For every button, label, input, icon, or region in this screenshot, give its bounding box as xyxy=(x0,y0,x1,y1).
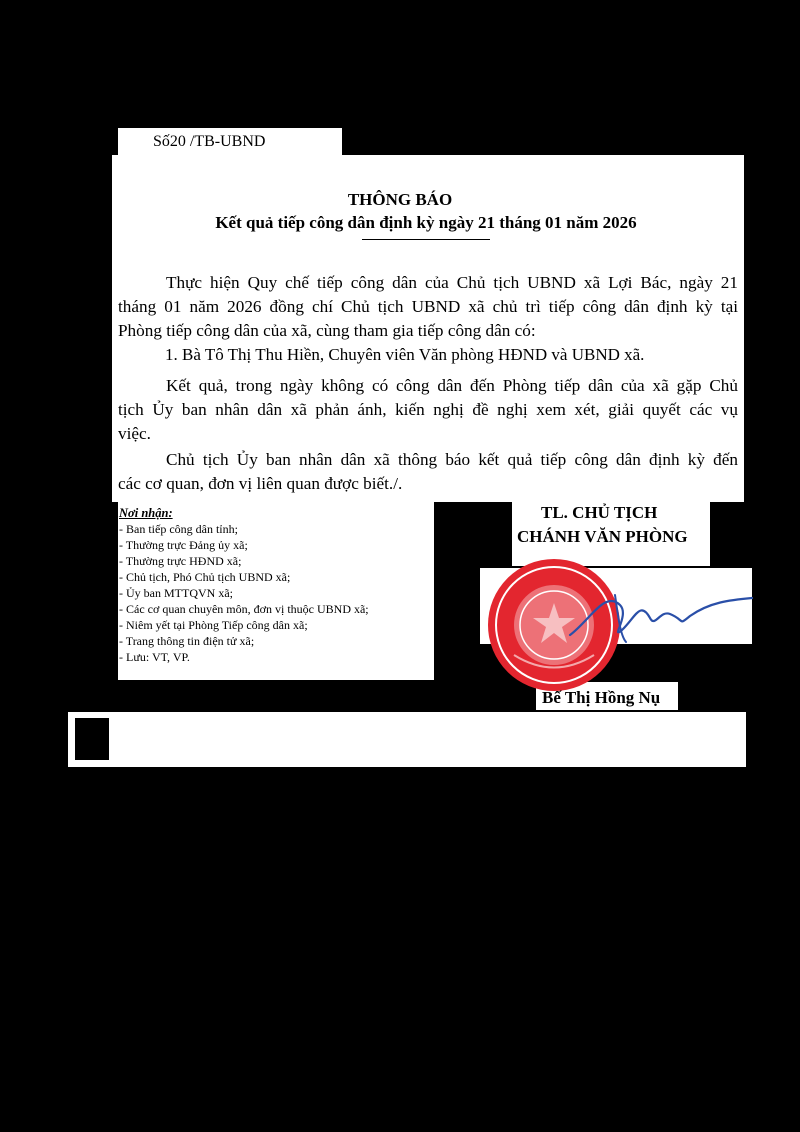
paragraph-notice xyxy=(118,448,738,496)
recipient-item: - Trang thông tin điện tử xã; xyxy=(119,634,255,648)
participant-list-item: 1. Bà Tô Thị Thu Hiền, Chuyên viên Văn phòng HĐND và UBND xã. xyxy=(165,345,645,364)
signer-name: Bế Thị Hồng Nụ xyxy=(542,688,661,707)
paragraph-line: Phòng tiếp công dân của xã, cùng tham gia tiếp công dân có: xyxy=(118,321,536,340)
signature-position-line: CHÁNH VĂN PHÒNG xyxy=(517,527,688,546)
recipient-item: - Niêm yết tại Phòng Tiếp công dân xã; xyxy=(119,618,308,632)
recipient-item: - Các cơ quan chuyên môn, đơn vị thuộc UBND xã; xyxy=(119,602,369,616)
redaction-block xyxy=(75,377,109,433)
title-underline xyxy=(362,239,490,240)
document-title: THÔNG BÁO xyxy=(347,190,453,209)
paragraph-result xyxy=(118,374,738,446)
paragraph-line: Thực hiện Quy chế tiếp công dân của Chủ tịch UBND xã Lợi Bác, ngày 21 xyxy=(166,273,738,292)
document-number: Số20 /TB-UBND xyxy=(153,133,266,150)
paragraph-line: tịch Ủy ban nhân dân xã phản ánh, kiến nghị đề nghị xem xét, giải quyết các vụ xyxy=(118,400,738,419)
paragraph-line: các cơ quan, đơn vị liên quan được biết./. xyxy=(118,474,403,493)
signature-authority-line: TL. CHỦ TỊCH xyxy=(541,503,658,522)
document-subtitle: Kết quả tiếp công dân định kỳ ngày 21 tháng 01 năm 2026 xyxy=(215,213,637,232)
redaction-block xyxy=(75,451,109,496)
recipient-item: - Thường trực Đảng ủy xã; xyxy=(119,538,248,552)
paragraph-line: tháng 01 năm 2026 đồng chí Chủ tịch UBND xã chủ trì tiếp công dân định kỳ tại xyxy=(118,297,738,316)
paper-footer-strip xyxy=(68,712,746,767)
handwritten-signature-image xyxy=(560,580,760,650)
recipient-item: - Ban tiếp công dân tỉnh; xyxy=(119,522,238,536)
recipient-item: - Lưu: VT, VP. xyxy=(119,650,190,664)
paragraph-line: Kết quả, trong ngày không có công dân đến Phòng tiếp dân của xã gặp Chủ xyxy=(166,376,738,395)
recipient-item: - Thường trực HĐND xã; xyxy=(119,554,242,568)
paragraph-line: việc. xyxy=(118,424,151,443)
redaction-block xyxy=(75,718,109,760)
recipient-item: - Ủy ban MTTQVN xã; xyxy=(119,586,233,600)
recipient-item: - Chủ tịch, Phó Chủ tịch UBND xã; xyxy=(119,570,291,584)
recipients-heading: Nơi nhận: xyxy=(119,506,173,520)
paragraph-line: Chủ tịch Ủy ban nhân dân xã thông báo kết quả tiếp công dân định kỳ đến xyxy=(166,450,738,469)
recipients-list xyxy=(119,505,369,665)
paragraph-intro xyxy=(118,271,738,343)
